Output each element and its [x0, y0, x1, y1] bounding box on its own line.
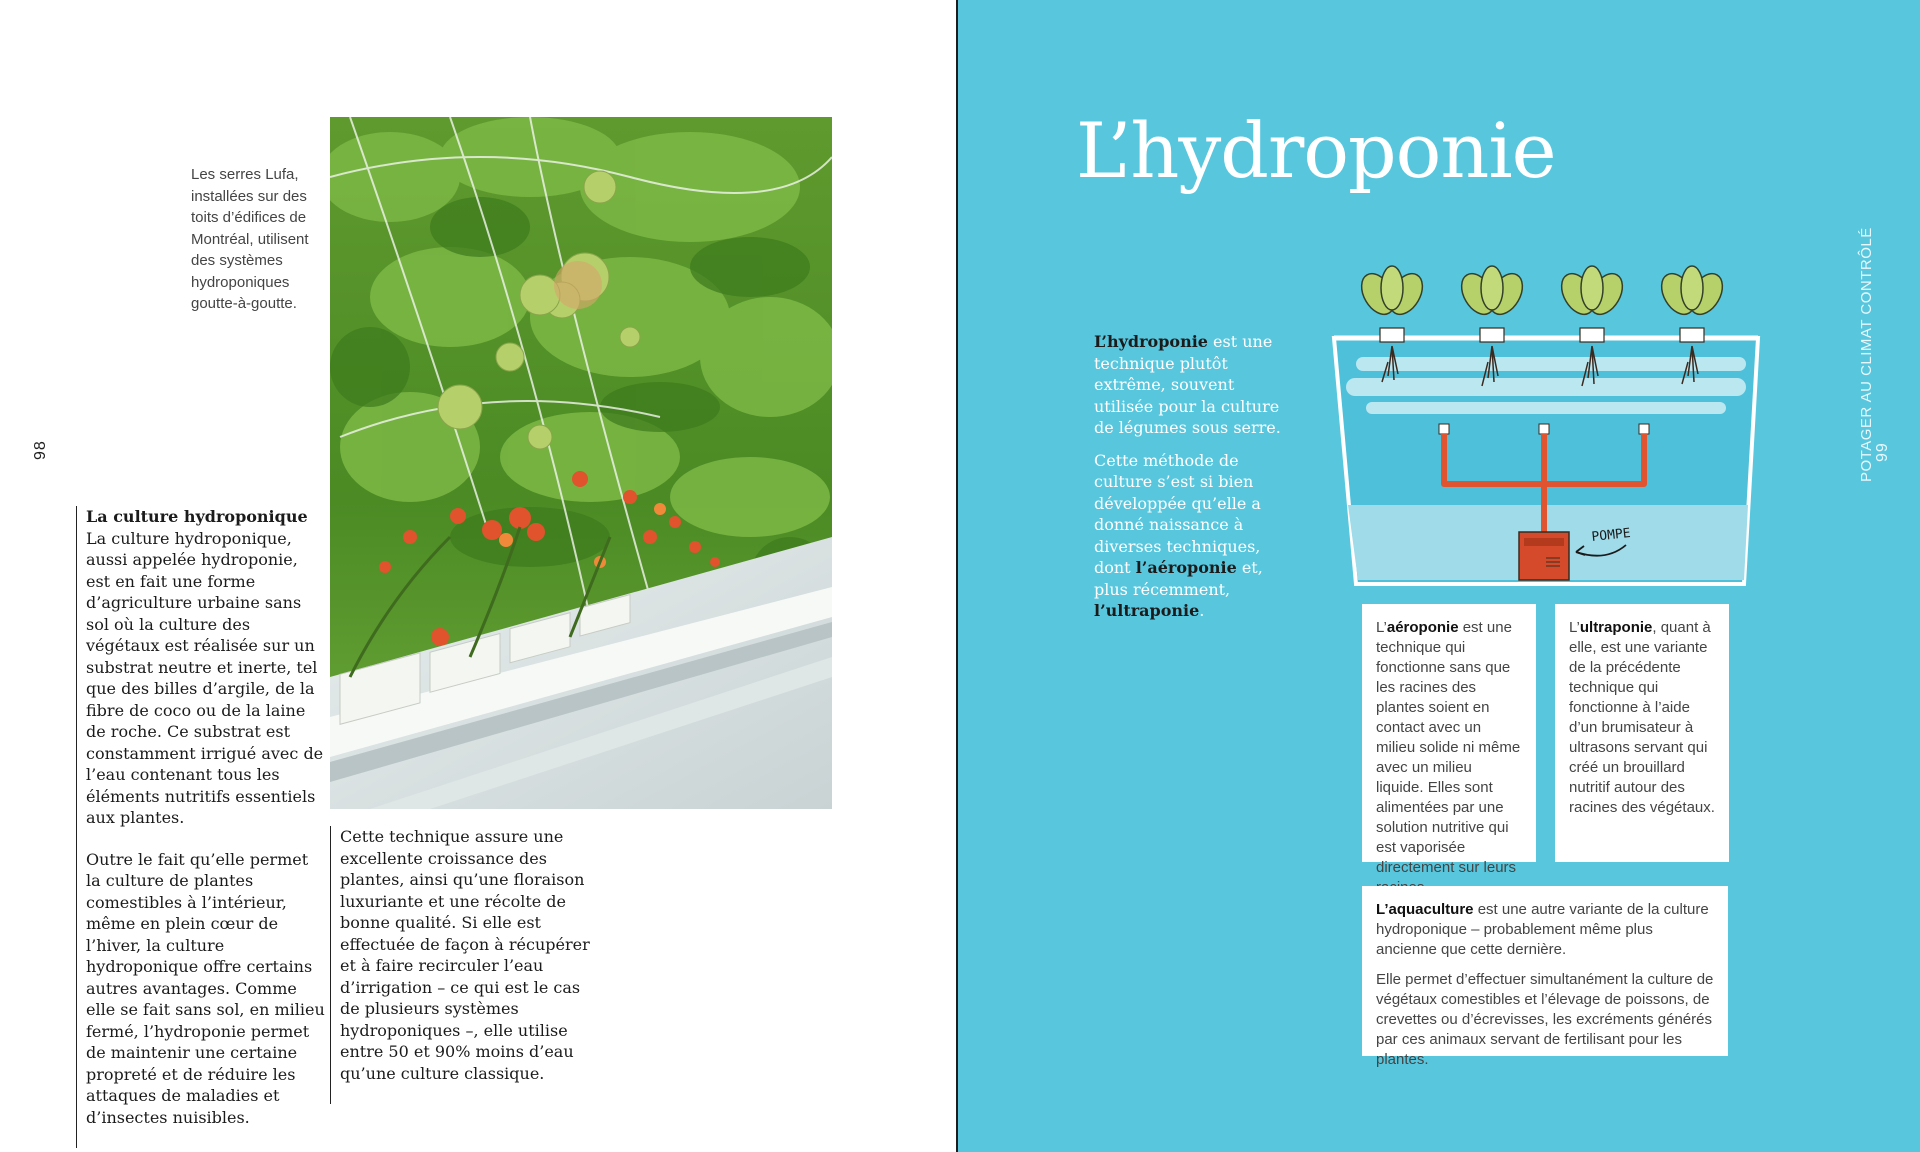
aquaculture-box — [1362, 886, 1728, 1068]
paragraph: Cette technique assure une excellente croissance des plantes, ainsi qu’une floraison luxuriante et une récolte de bonne qualité. Si elle est effectuée de façon à récupérer et à faire recirculer l’eau d’irrigation – ce qui est le cas de plusieurs systèmes hydroponiques –, elle utilise entre 50 et 90% moins d’eau qu’une culture classique. — [340, 827, 590, 1083]
mist-cloud — [1346, 357, 1746, 414]
pump-label: POMPE — [1590, 525, 1632, 545]
intro-text — [1094, 331, 1298, 633]
term-aeroponie-box: aéroponie — [1386, 619, 1459, 636]
term-ultraponie-box: ultraponie — [1579, 619, 1653, 636]
aeroponie-box: L’aéroponie est une technique qui fonctionne sans que les racines des plantes soient en contact avec un milieu solide ni même avec un milieu liquide. Elles sont alimentées par une solution nutritive qui est vaporisée directement sur leurs — [1362, 604, 1536, 862]
pump-icon — [1519, 532, 1569, 580]
column-technique-benefits — [330, 826, 590, 1104]
term-hydroponie: L’hydroponie — [1094, 332, 1208, 351]
aquaculture-paragraph-1: L’aquaculture est une autre variante de la culture hydroponique – probablement même plus ancienne que cette dernière. — [1376, 901, 1709, 958]
ultraponie-box: L’ultraponie, quant à elle, est une variante de la précédente technique qui fonctionne à l’aide d’un brumisateur à ultrasons servant qui créé un brouillard nutritif autour des racines des végétaux. — [1555, 604, 1729, 862]
intro-paragraph-1: L’hydroponie est une technique plutôt extrême, souvent utilisée pour la culture de légumes sous serre. — [1094, 332, 1281, 437]
term-aeroponie: l’aéroponie — [1135, 558, 1237, 577]
page-number-right: 99 — [1874, 442, 1891, 462]
page-title: L’hydroponie — [1076, 106, 1556, 195]
diagram-illustration — [1326, 262, 1766, 592]
left-page — [0, 0, 958, 1152]
term-ultraponie: l’ultraponie — [1094, 601, 1200, 620]
paragraph: La culture hydroponique, aussi appelée hydroponie, est en fait une forme d’agriculture urbaine sans sol où la culture des végétaux est réalisée sur un substrat neutre et inerte, tel que des billes d’argile, de la fibre de coco ou de la laine de roche. Ce substrat est constamment irrigué avec de l’eau contenant tous les éléments nutritifs essentiels aux plantes. — [86, 528, 324, 827]
page-number-left: 98 — [32, 440, 49, 460]
paragraph: Outre le fait qu’elle permet la culture de plantes comestibles à l’intérieur, même en plein cœur de l’hiver, la culture hydroponique offre certains autres avantages. Comme elle se fait sans sol, en milieu fermé, l’hydroponie permet de maintenir une certaine propreté et de réduire les attaques de maladies et d’insectes nuisibles. — [86, 849, 325, 1127]
photo-caption: Les serres Lufa, installées sur des toits d’édifices de Montréal, utilisent des systèmes hydroponiques goutte-à-goutte. — [191, 166, 309, 312]
aquaculture-paragraph-2: Elle permet d’effectuer simultanément la culture de végétaux comestibles et l’élevage de poissons, de crevettes ou d’écrevisses, les excréments générés par ces animaux servant de fertilisant pour les plantes. — [1376, 971, 1714, 1068]
section-heading: La culture hydroponique — [86, 507, 308, 526]
column-hydroponic-culture — [76, 506, 326, 1148]
hydroponic-system-diagram — [1326, 262, 1766, 592]
greenhouse-tomato-photo — [330, 117, 832, 809]
term-aquaculture: L’aquaculture — [1376, 901, 1474, 918]
greenhouse-photo-illustration — [330, 117, 832, 809]
intro-paragraph-2: Cette méthode de culture s’est si bien développée qu’elle a donné naissance à diverses techniques, dont l’aéroponie et, plus récemment, l’ultraponie. — [1094, 450, 1263, 620]
chapter-side-label: POTAGER AU CLIMAT CONTRÔLÉ — [1858, 227, 1875, 482]
lettuce-plant-icon — [1355, 266, 1729, 320]
